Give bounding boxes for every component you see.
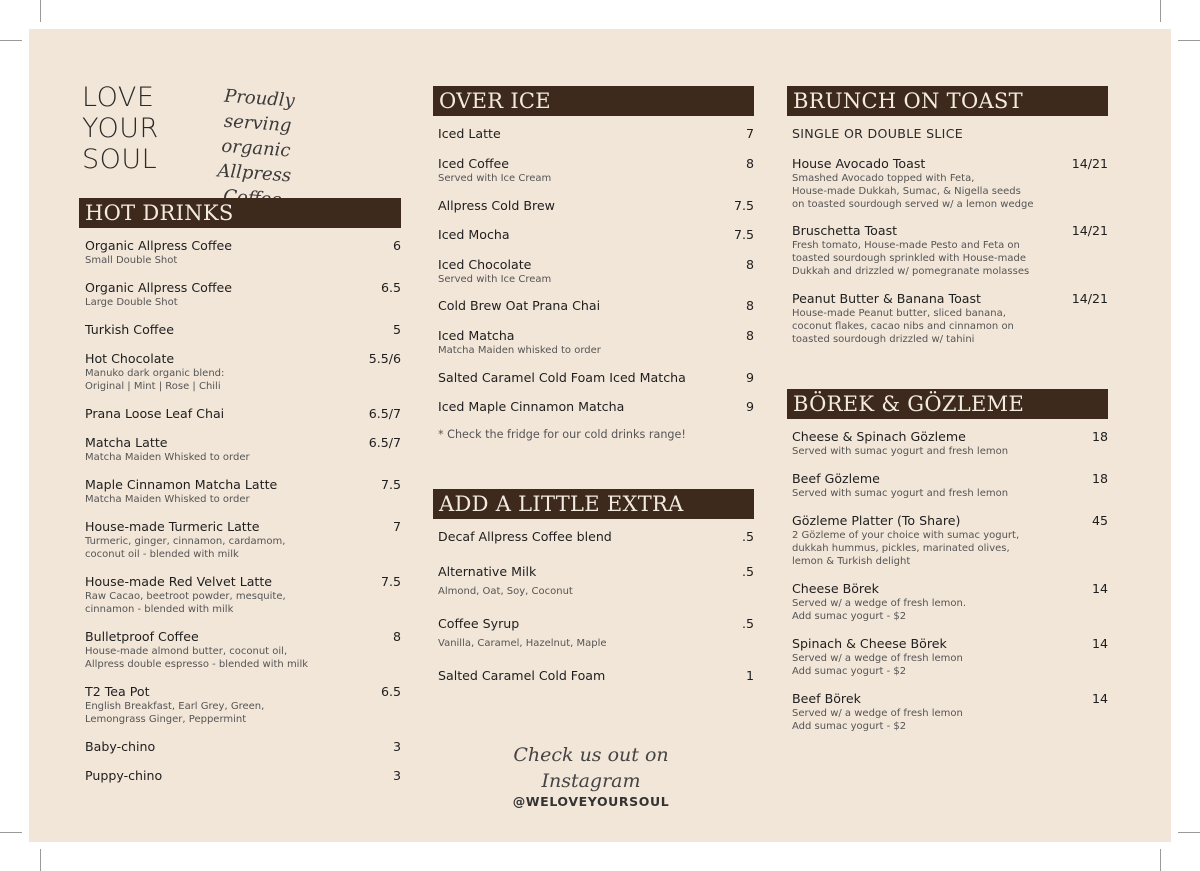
menu-item-description: Matcha Maiden whisked to order [438, 345, 601, 356]
menu-item-price: 8 [745, 328, 754, 343]
cold-drinks-note: * Check the fridge for our cold drinks range! [438, 428, 686, 441]
tagline-line: organic Allpress [216, 135, 292, 187]
crop-mark [0, 40, 22, 41]
section-header-hot-drinks: HOT DRINKS [79, 198, 401, 228]
menu-item-description: Manuko dark organic blend: Original | Mint | Rose | Chili [85, 368, 225, 392]
section-header-borek-gozleme: BÖREK & GÖZLEME [787, 389, 1108, 419]
menu-item-price: 14 [1091, 581, 1108, 596]
menu-item-name: Iced Matcha [438, 328, 515, 343]
brand-line: YOUR [82, 113, 159, 144]
menu-item-name: Hot Chocolate [85, 351, 175, 366]
menu-item-price: 7.5 [733, 198, 754, 213]
menu-item-description: Matcha Maiden Whisked to order [85, 452, 250, 463]
menu-item [792, 156, 1108, 211]
menu-item-description: English Breakfast, Earl Grey, Green, Lemongrass Ginger, Peppermint [85, 701, 265, 725]
menu-item [792, 636, 1108, 678]
menu-item [792, 581, 1108, 623]
menu-item-price: 9 [745, 399, 754, 414]
menu-item-price: 8 [745, 257, 754, 272]
brunch-subtitle: SINGLE OR DOUBLE SLICE [792, 126, 964, 141]
menu-item [85, 574, 401, 616]
menu-item-price: 9 [745, 370, 754, 385]
instagram-handle[interactable]: @WELOVEYOURSOUL [512, 794, 670, 809]
menu-item-description: House-made almond butter, coconut oil, Allpress double espresso - blended with milk [85, 646, 309, 670]
menu-item-price: 45 [1091, 513, 1108, 528]
menu-item-name: House-made Turmeric Latte [85, 519, 260, 534]
menu-item-name: Iced Latte [438, 126, 501, 141]
menu-item-description: Fresh tomato, House-made Pesto and Feta on toasted sourdough sprinkled with House-made Dukkah and drizzled w/ pomegranate molasses [792, 240, 1030, 277]
menu-item-name: Maple Cinnamon Matcha Latte [85, 477, 278, 492]
menu-item-price: 6 [392, 238, 401, 253]
menu-item-description: 2 Gözleme of your choice with sumac yogurt, dukkah hummus, pickles, marinated olives, lemon & Turkish delight [792, 530, 1020, 567]
menu-item-price: 6.5/7 [368, 406, 401, 421]
crop-mark [1178, 832, 1200, 833]
section-header-extras: ADD A LITTLE EXTRA [433, 489, 754, 519]
menu-item [438, 298, 754, 314]
section-header-brunch: BRUNCH ON TOAST [787, 86, 1108, 116]
menu-item-name: Salted Caramel Cold Foam Iced Matcha [438, 370, 686, 385]
menu-item [85, 280, 401, 309]
menu-item [438, 198, 754, 214]
menu-item-name: Cheese Börek [792, 581, 879, 596]
menu-item-description: Served w/ a wedge of fresh lemon. Add sumac yogurt - $2 [792, 598, 967, 622]
menu-item-description: Raw Cacao, beetroot powder, mesquite, cinnamon - blended with milk [85, 591, 286, 615]
section-header-over-ice: OVER ICE [433, 86, 754, 116]
menu-item-name: House Avocado Toast [792, 156, 926, 171]
menu-item-name: Organic Allpress Coffee [85, 238, 233, 253]
menu-item [85, 322, 401, 338]
menu-item-name: Alternative Milk [438, 564, 537, 579]
menu-item [438, 529, 754, 545]
menu-item-price: 7 [392, 519, 401, 534]
crop-mark [0, 832, 22, 833]
tagline [182, 81, 330, 215]
menu-item-price: 7 [745, 126, 754, 141]
menu-item [792, 471, 1108, 500]
menu-item [85, 739, 401, 755]
brand-logo [82, 82, 159, 175]
menu-item-name: T2 Tea Pot [85, 684, 150, 699]
menu-item-name: Bulletproof Coffee [85, 629, 199, 644]
crop-mark [1178, 40, 1200, 41]
menu-item-name: Matcha Latte [85, 435, 168, 450]
menu-item-price: 18 [1091, 471, 1108, 486]
menu-item-name: House-made Red Velvet Latte [85, 574, 273, 589]
menu-item [792, 691, 1108, 733]
menu-item [792, 291, 1108, 346]
menu-item [85, 519, 401, 561]
menu-item-name: Allpress Cold Brew [438, 198, 555, 213]
menu-item-price: 14/21 [1071, 291, 1108, 306]
menu-item [438, 399, 754, 415]
menu-item-price: 6.5 [380, 684, 401, 699]
menu-item [438, 370, 754, 386]
menu-item-description: Served with Ice Cream [438, 274, 552, 285]
menu-item [85, 351, 401, 393]
menu-item-description: Vanilla, Caramel, Hazelnut, Maple [438, 638, 607, 649]
brand-line: SOUL [82, 144, 158, 175]
menu-item-name: Gözleme Platter (To Share) [792, 513, 961, 528]
menu-item-name: Puppy-chino [85, 768, 163, 783]
menu-item-price: .5 [741, 616, 754, 631]
menu-item-price: .5 [741, 564, 754, 579]
menu-item-name: Cold Brew Oat Prana Chai [438, 298, 601, 313]
crop-mark [40, 0, 41, 22]
menu-item [792, 513, 1108, 568]
menu-item-price: 14 [1091, 691, 1108, 706]
menu-item [85, 684, 401, 726]
menu-item-description: Almond, Oat, Soy, Coconut [438, 586, 573, 597]
menu-item [438, 227, 754, 243]
instagram-callout [481, 742, 701, 810]
menu-item-price: 7.5 [733, 227, 754, 242]
crop-mark [1160, 849, 1161, 871]
menu-item-price: 6.5/7 [368, 435, 401, 450]
menu-item-price: 8 [745, 298, 754, 313]
menu-item-name: Turkish Coffee [85, 322, 174, 337]
menu-item [85, 477, 401, 506]
menu-item-name: Iced Coffee [438, 156, 510, 171]
tagline-line: Proudly serving [223, 85, 296, 137]
menu-item-description: Matcha Maiden Whisked to order [85, 494, 250, 505]
menu-item [792, 429, 1108, 458]
menu-item [438, 616, 754, 650]
menu-item [85, 435, 401, 464]
menu-item-price: 8 [392, 629, 401, 644]
menu-item-name: Coffee Syrup [438, 616, 520, 631]
menu-item-name: Prana Loose Leaf Chai [85, 406, 225, 421]
menu-item-price: 1 [745, 668, 754, 683]
menu-item-name: Baby-chino [85, 739, 156, 754]
menu-item [792, 223, 1108, 278]
menu-item [85, 629, 401, 671]
menu-item-description: Served w/ a wedge of fresh lemon Add sumac yogurt - $2 [792, 708, 963, 732]
menu-item [85, 406, 401, 422]
menu-item [85, 768, 401, 784]
menu-item-price: 5 [392, 322, 401, 337]
crop-mark [1160, 0, 1161, 22]
menu-item-name: Peanut Butter & Banana Toast [792, 291, 981, 306]
instagram-text: Check us out on Instagram [513, 744, 669, 792]
menu-item-name: Iced Maple Cinnamon Matcha [438, 399, 625, 414]
menu-item [438, 564, 754, 598]
menu-item-name: Salted Caramel Cold Foam [438, 668, 606, 683]
menu-item-price: 14/21 [1071, 156, 1108, 171]
menu-item-name: Spinach & Cheese Börek [792, 636, 947, 651]
menu-item-price: 7.5 [380, 477, 401, 492]
menu-item-description: Large Double Shot [85, 297, 178, 308]
menu-item-price: 5.5/6 [368, 351, 401, 366]
menu-item [438, 257, 754, 286]
menu-item-name: Decaf Allpress Coffee blend [438, 529, 612, 544]
menu-item [438, 156, 754, 185]
menu-item-price: .5 [741, 529, 754, 544]
menu-item-price: 3 [392, 739, 401, 754]
crop-mark [40, 849, 41, 871]
menu-item [438, 668, 754, 684]
menu-item-description: Small Double Shot [85, 255, 178, 266]
menu-item-price: 7.5 [380, 574, 401, 589]
menu-item-price: 6.5 [380, 280, 401, 295]
menu-item-name: Organic Allpress Coffee [85, 280, 233, 295]
menu-item-price: 14 [1091, 636, 1108, 651]
menu-item-price: 14/21 [1071, 223, 1108, 238]
menu-item-name: Cheese & Spinach Gözleme [792, 429, 966, 444]
menu-item [85, 238, 401, 267]
menu-item-price: 18 [1091, 429, 1108, 444]
menu-item-name: Iced Chocolate [438, 257, 532, 272]
menu-item-description: Turmeric, ginger, cinnamon, cardamom, coconut oil - blended with milk [85, 536, 286, 560]
menu-item-price: 8 [745, 156, 754, 171]
menu-item-description: Served w/ a wedge of fresh lemon Add sumac yogurt - $2 [792, 653, 963, 677]
menu-item [438, 126, 754, 142]
menu-item-name: Beef Gözleme [792, 471, 880, 486]
brand-line: LOVE [82, 82, 155, 113]
menu-item-description: Smashed Avocado topped with Feta, House-made Dukkah, Sumac, & Nigella seeds on toasted sourdough served w/ a lemon wedge [792, 173, 1034, 210]
menu-item-price: 3 [392, 768, 401, 783]
menu-item-name: Bruschetta Toast [792, 223, 898, 238]
menu-item-name: Iced Mocha [438, 227, 510, 242]
menu-item-description: Served with sumac yogurt and fresh lemon [792, 446, 1009, 457]
menu-item-description: Served with Ice Cream [438, 173, 552, 184]
menu-item-name: Beef Börek [792, 691, 861, 706]
menu-item [438, 328, 754, 357]
menu-item-description: Served with sumac yogurt and fresh lemon [792, 488, 1009, 499]
menu-item-description: House-made Peanut butter, sliced banana, coconut flakes, cacao nibs and cinnamon on toasted sourdough drizzled w/ tahini [792, 308, 1014, 345]
